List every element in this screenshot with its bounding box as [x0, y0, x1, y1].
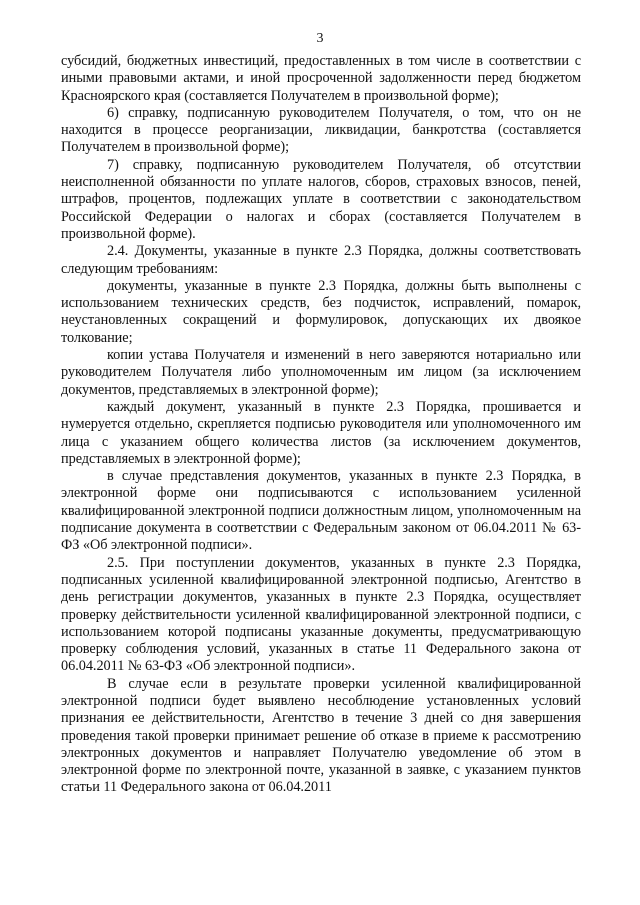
paragraph-invalid-signature: В случае если в результате проверки усиленной квалифицированной электронной подписи будет выявлено несоблюдение установленных условий признания ее действительности, Агентство в течение 3 дней со дня завершения проведения такой проверки принимает решение об отказе в приеме к рассмотрению электронных документов и направляет Получателю уведомление об этом в электронной форме по электронной почте, указанной в заявке, с указанием пунктов статьи 11 Федерального закона от 06.04.2011 — [61, 675, 581, 796]
paragraph-technical-means: документы, указанные в пункте 2.3 Порядка, должны быть выполнены с использованием технических средств, без подчисток, исправлений, помарок, неустановленных сокращений и формулировок, допускающих их двоякое толкование; — [61, 277, 581, 346]
paragraph-electronic-signature: в случае представления документов, указанных в пункте 2.3 Порядка, в электронной форме они подписываются с использованием усиленной квалифицированной электронной подписи должностным лицом, уполномоченным на подписание документа в соответствии с Федеральным законом от 06.04.2011 № 63-ФЗ «Об электронной подписи». — [61, 468, 581, 554]
document-body — [61, 53, 581, 797]
paragraph-item-7-tax-certificate: 7) справку, подписанную руководителем Получателя, об отсутствии неисполненной обязанности по уплате налогов, сборов, страховых взносов, пеней, штрафов, процентов, подлежащих уплате в соответствии с законодательством Российской Федерации о налогах и сборах (составляется Получателем в произвольной форме). — [61, 156, 581, 242]
paragraph-item-6-reorganization-certificate: 6) справку, подписанную руководителем Получателя, о том, что он не находится в процессе реорганизации, ликвидации, банкротства (составляется Получателем в произвольной форме); — [61, 104, 581, 156]
paragraph-charter-copies: копии устава Получателя и изменений в него заверяются нотариально или руководителем Получателя либо уполномоченным им лицом (за исключением документов, представляемых в электронной форме); — [61, 347, 581, 398]
paragraph-subsidies-debt: субсидий, бюджетных инвестиций, предоставленных в том числе в соответствии с иными правовыми актами, и иной просроченной задолженности перед бюджетом Красноярского края (составляется Получателем в произвольной форме); — [61, 53, 581, 104]
paragraph-2-4-requirements: 2.4. Документы, указанные в пункте 2.3 Порядка, должны соответствовать следующим требованиям: — [61, 243, 581, 277]
paragraph-2-5-signature-check: 2.5. При поступлении документов, указанных в пункте 2.3 Порядка, подписанных усиленной квалифицированной электронной подписью, Агентство в день регистрации документов, указанных в пункте 2.3 Порядка, осуществляет проверку действительности усиленной квалифицированной электронной подписи, с использованием которой подписаны указанные документы, предусматривающую проверку соблюдения условий, указанных в статье 11 Федерального закона от 06.04.2011 № 63-ФЗ «Об электронной подписи». — [61, 554, 581, 675]
page-number: 3 — [316, 31, 324, 46]
paragraph-binding-numbering: каждый документ, указанный в пункте 2.3 Порядка, прошивается и нумеруется отдельно, скрепляется подписью руководителя или уполномоченного им лица с указанием общего количества листов (за исключением документов, представляемых в электронной форме); — [61, 398, 581, 467]
